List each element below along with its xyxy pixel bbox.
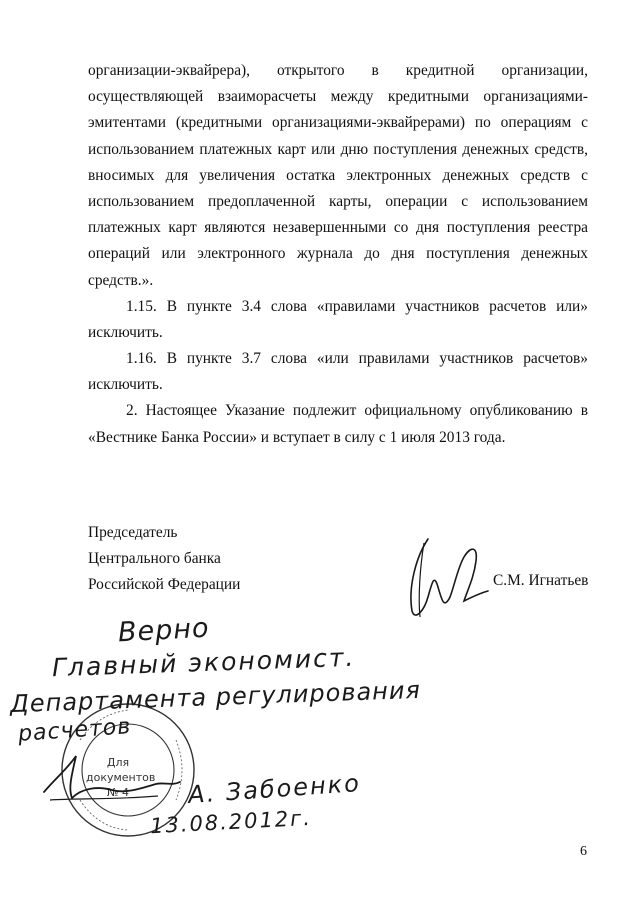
stamp-text: Для [106,756,130,769]
body-line: организации-эквайрера), открытого в кредитной организации, [88,62,588,79]
paragraph-1-15-end: исключить. [88,323,163,341]
certifier-signature-icon [38,748,188,818]
position-line: Председатель [88,524,178,541]
certification-date: 13.08.2012г. [149,805,313,839]
page-number: 6 [580,844,587,859]
paragraph-1-15: 1.15. В пункте 3.4 слова «правилами участников расчетов или» [126,297,588,315]
chairman-signature-icon [398,527,498,627]
paragraph-2: 2. Настоящее Указание подлежит официальному опубликованию в [126,402,588,420]
certification-handwriting: Департамента регулирования [9,675,422,719]
signatory-name: С.М. Игнатьев [493,572,589,589]
position-line: Российской Федерации [88,576,241,593]
paragraph-2-end: «Вестнике Банка России» и вступает в силу с 1 июля 2013 года. [88,428,506,446]
paragraph-1-16: 1.16. В пункте 3.7 слова «или правилами участников расчетов» [126,350,588,368]
body-line: использованием платежных карт или дню поступления денежных средств, [88,140,588,158]
certification-handwriting: расчетов [17,714,133,747]
body-line: эмитентами (кредитными организациями-эквайрерами) по операциям с [88,114,588,132]
document-body [88,58,588,451]
body-line: осуществляющей взаиморасчеты между кредитными организациями- [88,88,588,106]
stamp-text: документов [86,771,156,784]
body-line: вносимых для увеличения остатка электронных денежных средств с [88,166,588,184]
certification-handwriting: Верно [117,612,211,649]
certification-handwriting: Главный экономист. [51,642,356,683]
stamp-text: № 4 [107,786,129,799]
body-line: операций или электронного журнала до дня поступления денежных [88,245,588,263]
body-line: средств.». [88,271,154,289]
certification-handwriting: А. Забоенко [187,769,362,809]
signatory-position [88,520,240,598]
body-line: платежных карт являются незавершенными со дня поступления реестра [88,219,588,237]
body-line: использованием предоплаченной карты, операции с использованием [88,192,588,210]
paragraph-1-16-end: исключить. [88,376,163,394]
position-line: Центрального банка [88,550,221,567]
